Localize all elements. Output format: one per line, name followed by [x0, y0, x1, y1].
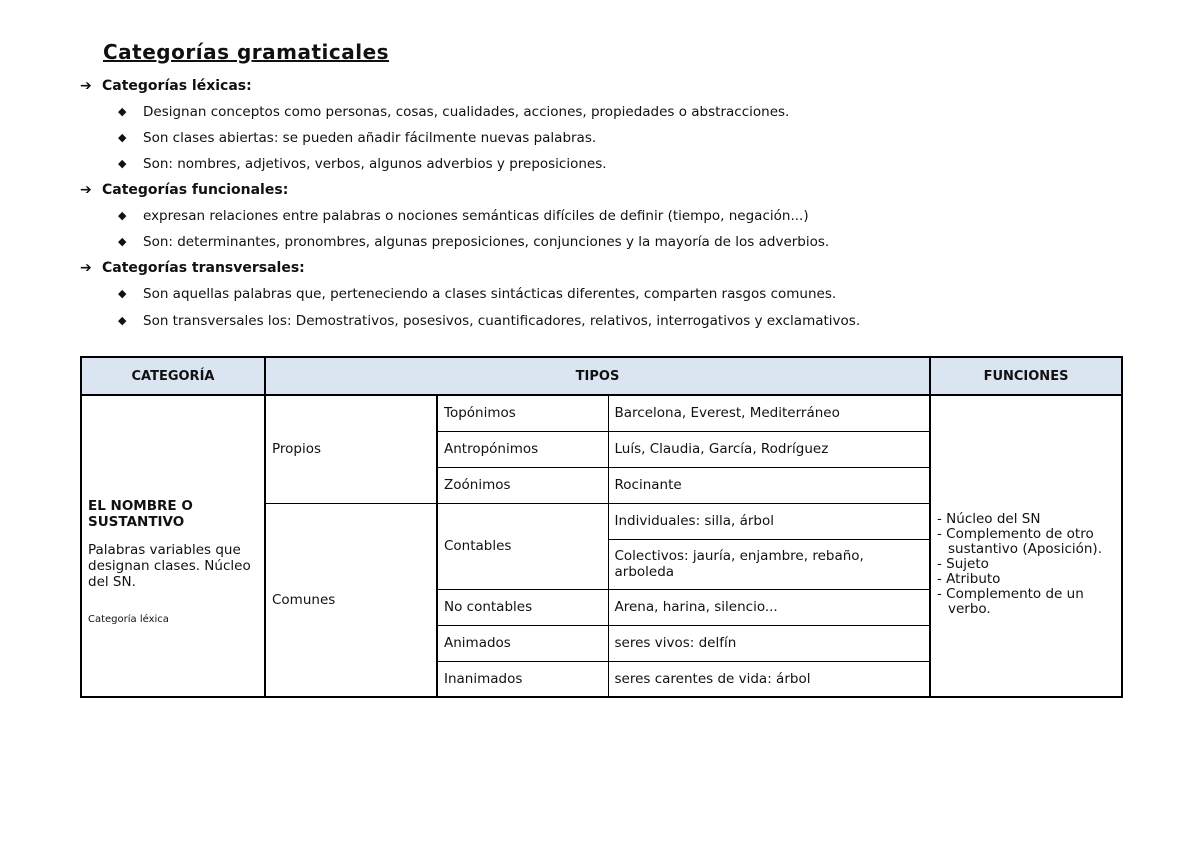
examples-cell: Arena, harina, silencio...: [608, 589, 930, 625]
type-cell: Inanimados: [437, 661, 608, 697]
propios-cell: Propios: [265, 395, 437, 503]
diamond-bullet-icon: ◆: [118, 105, 127, 118]
section-heading-label: Categorías léxicas:: [102, 78, 252, 94]
table-header-row: [81, 357, 1122, 395]
page-title: Categorías gramaticales: [103, 40, 390, 64]
arrow-icon: ➔: [80, 182, 92, 198]
category-cell: [81, 395, 265, 697]
bullet-item: [118, 208, 809, 224]
examples-cell: seres carentes de vida: árbol: [608, 661, 930, 697]
bullet-text: Son aquellas palabras que, perteneciendo a clases sintácticas diferentes, comparten rasgos comunes.: [143, 286, 837, 302]
diamond-bullet-icon: ◆: [118, 131, 127, 144]
bullet-item: [118, 234, 829, 250]
category-note: Categoría léxica: [88, 614, 169, 625]
examples-cell: Barcelona, Everest, Mediterráneo: [608, 395, 930, 431]
bullet-item: [118, 104, 789, 120]
funciones-cell: [930, 395, 1122, 697]
bullet-text: Designan conceptos como personas, cosas, cualidades, acciones, propiedades o abstracciones.: [143, 104, 790, 120]
bullet-item: [118, 313, 860, 329]
diamond-bullet-icon: ◆: [118, 235, 127, 248]
categories-table: [80, 356, 1123, 698]
table-row: [81, 395, 1122, 431]
type-cell: Topónimos: [437, 395, 608, 431]
header-tipos: TIPOS: [265, 357, 930, 395]
bullet-item: [118, 130, 596, 146]
type-cell: Zoónimos: [437, 467, 608, 503]
funcion-item: - Complemento de otro sustantivo (Aposición).: [937, 526, 1102, 557]
category-name: EL NOMBRE O SUSTANTIVO: [88, 498, 193, 530]
funcion-item: - Complemento de un verbo.: [937, 586, 1084, 617]
bullet-text: Son: determinantes, pronombres, algunas preposiciones, conjunciones y la mayoría de los adverbios.: [143, 234, 830, 250]
examples-cell: seres vivos: delfín: [608, 625, 930, 661]
section-heading-label: Categorías funcionales:: [102, 182, 289, 198]
bullet-text: Son transversales los: Demostrativos, posesivos, cuantificadores, relativos, interrogativos y exclamativos.: [143, 313, 861, 329]
header-funciones: FUNCIONES: [930, 357, 1122, 395]
type-cell: Antropónimos: [437, 431, 608, 467]
contables-cell: Contables: [437, 503, 608, 589]
bullet-item: [118, 156, 607, 172]
bullet-text: Son clases abiertas: se pueden añadir fácilmente nuevas palabras.: [143, 130, 597, 146]
examples-cell: Individuales: silla, árbol: [608, 503, 930, 539]
diamond-bullet-icon: ◆: [118, 157, 127, 170]
category-description: Palabras variables que designan clases. Núcleo del SN.: [88, 542, 251, 590]
funcion-item: - Atributo: [937, 571, 1001, 587]
funcion-item: - Sujeto: [937, 556, 989, 572]
examples-cell: Luís, Claudia, García, Rodríguez: [608, 431, 930, 467]
section-heading-lexicas: [80, 78, 252, 94]
section-heading-funcionales: [80, 182, 288, 198]
examples-cell: Rocinante: [608, 467, 930, 503]
type-cell: Animados: [437, 625, 608, 661]
bullet-text: expresan relaciones entre palabras o nociones semánticas difíciles de definir (tiempo, negación...): [143, 208, 809, 224]
diamond-bullet-icon: ◆: [118, 314, 127, 327]
arrow-icon: ➔: [80, 78, 92, 94]
section-heading-transversales: [80, 260, 305, 276]
header-categoria: CATEGORÍA: [81, 357, 265, 395]
diamond-bullet-icon: ◆: [118, 287, 127, 300]
arrow-icon: ➔: [80, 260, 92, 276]
bullet-item: [118, 286, 836, 302]
examples-cell: Colectivos: jauría, enjambre, rebaño, arboleda: [608, 539, 930, 589]
type-cell: No contables: [437, 589, 608, 625]
comunes-cell: Comunes: [265, 503, 437, 697]
bullet-text: Son: nombres, adjetivos, verbos, algunos adverbios y preposiciones.: [143, 156, 607, 172]
funcion-item: - Núcleo del SN: [937, 511, 1041, 527]
diamond-bullet-icon: ◆: [118, 209, 127, 222]
funciones-list: [937, 512, 1115, 617]
section-heading-label: Categorías transversales:: [102, 260, 305, 276]
